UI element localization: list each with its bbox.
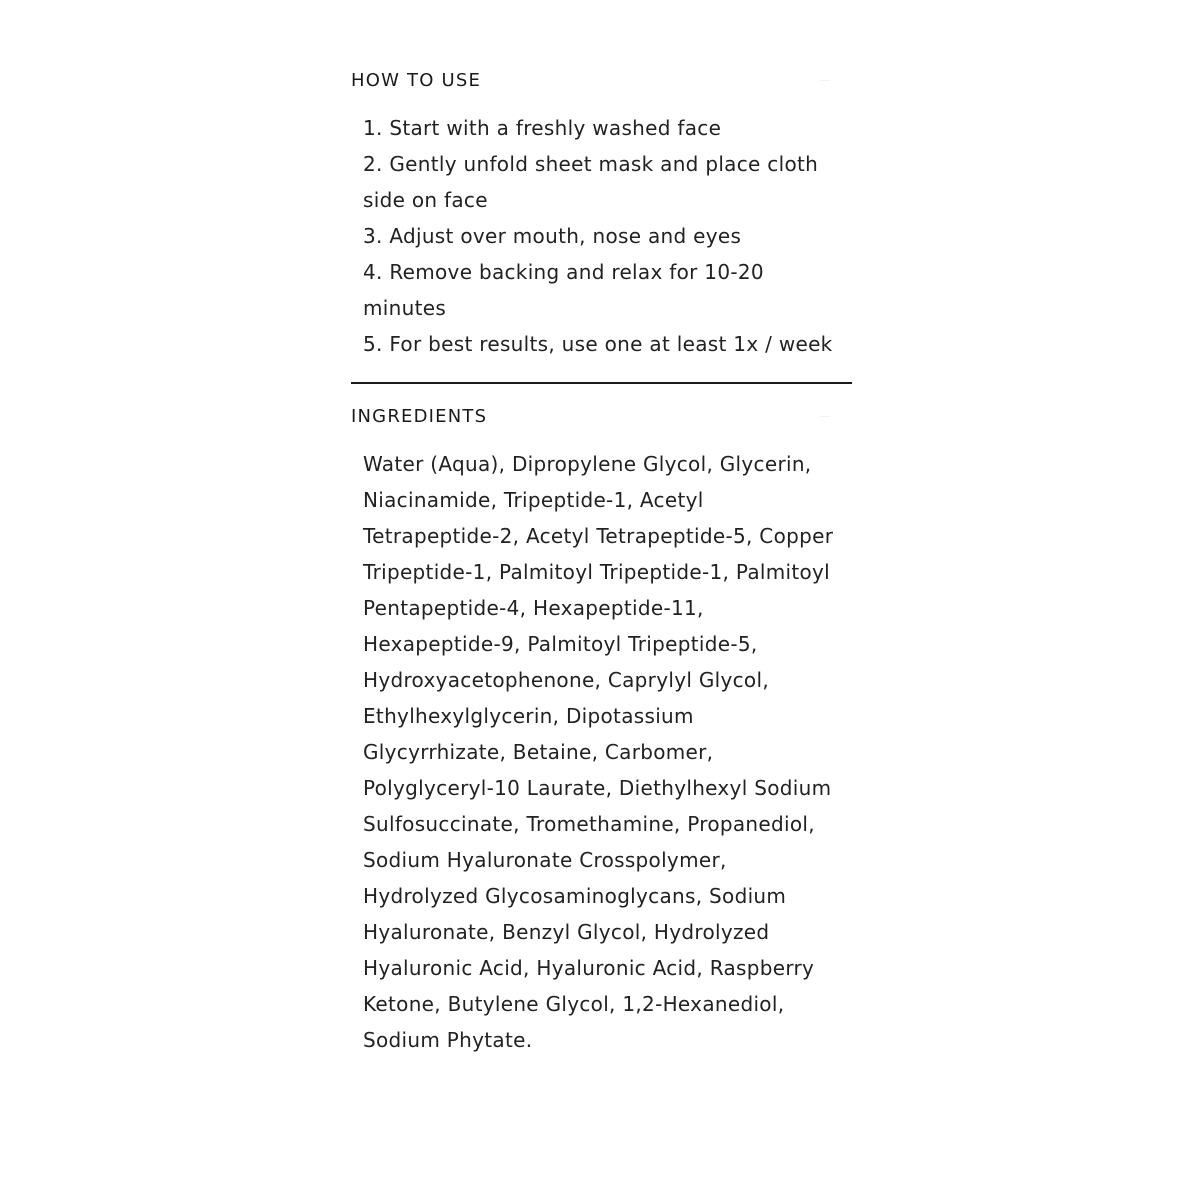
how-to-use-header[interactable] [351, 62, 852, 98]
ingredients-content [351, 446, 852, 1058]
how-to-use-section [351, 62, 852, 384]
how-to-use-steps [363, 110, 840, 362]
step-item: 2. Gently unfold sheet mask and place cloth side on face [363, 152, 819, 212]
minus-icon[interactable] [820, 416, 830, 417]
step-item: 4. Remove backing and relax for 10-20 minutes [363, 260, 764, 320]
ingredients-header[interactable] [351, 398, 852, 434]
ingredients-section [351, 398, 852, 1058]
product-details-accordion [351, 62, 852, 1058]
ingredients-title: INGREDIENTS [351, 405, 488, 427]
how-to-use-content [351, 110, 852, 362]
section-divider [351, 382, 852, 384]
ingredients-list: Water (Aqua), Dipropylene Glycol, Glycerin, Niacinamide, Tripeptide-1, Acetyl Tetrapeptide-2, Acetyl Tetrapeptide-5, Copper Tripeptide-1, Palmitoyl Tripeptide-1, Palmitoyl Pentapeptide-4, Hexapeptide-11, Hexapeptide-9, Palmitoyl Tripeptide-5, Hydroxyacetophenone, Caprylyl Glycol, Ethylhexylglycerin, Dipotassium Glycyrrhizate, Betaine, Carbomer, Polyglyceryl-10 Laurate, Diethylhexyl Sodium Sulfosuccinate, Tromethamine, Propanediol, Sodium Hyaluronate Crosspolymer, Hydrolyzed Glycosaminoglycans, Sodium Hyaluronate, Benzyl Glycol, Hydrolyzed Hyaluronic Acid, Hyaluronic Acid, Raspberry Ketone, Butylene Glycol, 1,2-Hexanediol, Sodium Phytate. [363, 452, 834, 1052]
how-to-use-title: HOW TO USE [351, 69, 482, 91]
step-item: 3. Adjust over mouth, nose and eyes [363, 224, 742, 248]
step-item: 5. For best results, use one at least 1x / week [363, 332, 833, 356]
minus-icon[interactable] [820, 80, 830, 81]
step-item: 1. Start with a freshly washed face [363, 116, 722, 140]
